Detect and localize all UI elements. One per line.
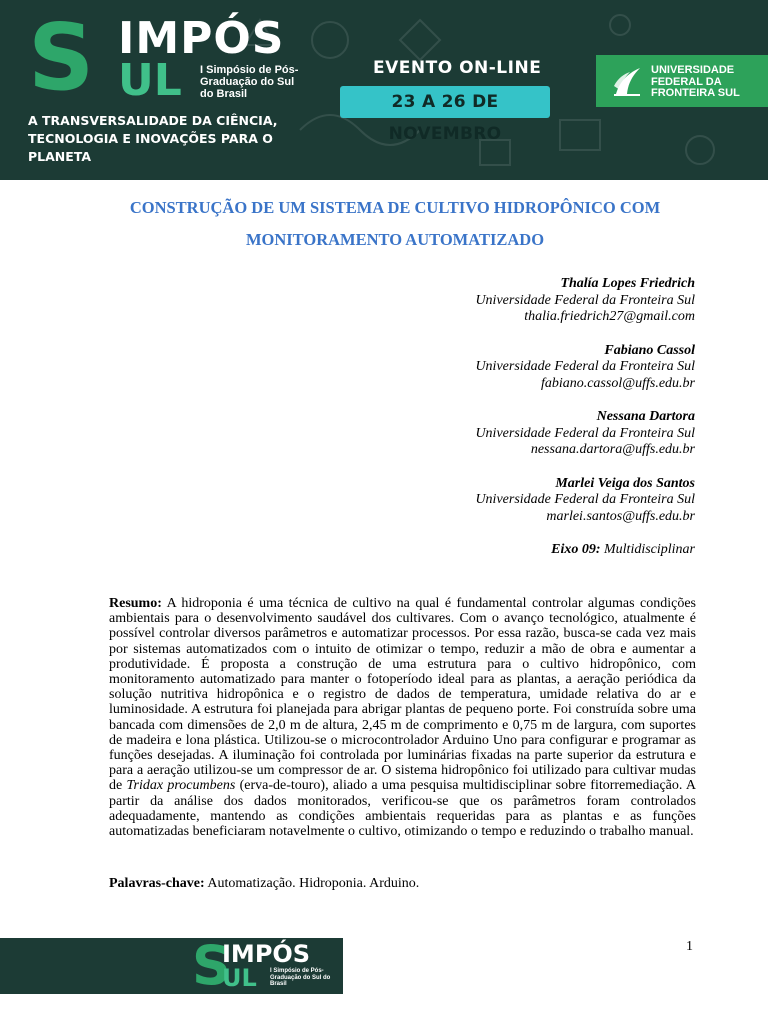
event-tagline: A TRANSVERSALIDADE DA CIÊNCIA, TECNOLOGIA E INOVAÇÕES PARA O PLANETA <box>28 113 278 164</box>
keywords-label: Palavras-chave: <box>109 876 205 891</box>
author-entry <box>475 409 695 459</box>
author-entry <box>475 343 695 393</box>
author-entry <box>475 476 695 526</box>
paper-title: CONSTRUÇÃO DE UM SISTEMA DE CULTIVO HIDROPÔNICO COM MONITORAMENTO AUTOMATIZADO <box>129 198 661 249</box>
author-name: Thalía Lopes Friedrich <box>560 276 695 291</box>
author-email: marlei.santos@uffs.edu.br <box>546 508 695 524</box>
university-logo <box>596 55 768 107</box>
footer-logo-s: S <box>192 938 231 994</box>
footer-logo-subtitle: I Simpósio de Pós-Graduação do Sul do Brasil <box>270 968 331 987</box>
author-affiliation: Universidade Federal da Fronteira Sul <box>475 492 695 507</box>
author-email: thalia.friedrich27@gmail.com <box>524 309 695 324</box>
page-number: 1 <box>686 939 693 954</box>
author-name: Marlei Veiga dos Santos <box>555 475 695 491</box>
university-name: UNIVERSIDADE FEDERAL DA FRONTEIRA SUL <box>651 64 740 99</box>
author-name: Nessana Dartora <box>596 409 695 424</box>
abstract-text-part2: (erva-de-touro), aliado a uma pesquisa multidisciplinar sobre fitorremediação. A partir da análise dos dados monitorados, verificou-se que os parâmetros foram controlados adequadamente, mantendo as condições ambientais requeridas para as plantas e as funções automatizadas beneficiaram notavelmente o cultivo, otimizando o tempo e reduzindo o trabalho manual. <box>109 778 697 840</box>
authors-block <box>475 276 695 559</box>
abstract-text-part1: A hidroponia é uma técnica de cultivo na qual é fundamental controlar algumas condições ambientais para o desenvolvimento saudável dos cultivares. Com o avanço tecnológico, atualmente é possível controlar diversos parâmetros e automatizar processos. Por essa razão, busca-se cada vez mais por sistemas automatizados com o intuito de otimizar o tempo, reduzir a mão de obra e aumentar a produtividade. É proposta a construção de uma estrutura para o cultivo hidropônico, com monitoramento automatizado para manter o fotoperíodo ideal para as plantas, a aeração periódica da solução nutritiva hidropônica e o registro de dados de temperatura, umidade relativa do ar e luminosidade. A estrutura foi planejada para abrigar plantas de pequeno porte. Foi construída sobre uma bancada com dimensões de 2,0 m de altura, 2,45 m de comprimento e 0,75 m de largura, com suportes de madeira e lona plástica. Utilizou-se o microcontrolador Arduino Uno para configurar e programar as funções desejadas. A iluminação foi controlada por luminárias fixadas na parte superior da estrutura e para a aeração utilizou-se um compressor de ar. O sistema hidropônico foi utilizado para cultivar mudas de <box>109 596 696 794</box>
author-affiliation: Universidade Federal da Fronteira Sul <box>475 292 695 308</box>
author-email: fabiano.cassol@uffs.edu.br <box>540 375 695 391</box>
author-email: nessana.dartora@uffs.edu.br <box>530 442 695 457</box>
event-dates: 23 A 26 DE NOVEMBRO <box>340 86 550 118</box>
abstract-label: Resumo: <box>109 596 162 611</box>
university-emblem-icon <box>610 64 644 98</box>
footer-logo <box>0 938 343 994</box>
author-affiliation: Universidade Federal da Fronteira Sul <box>475 425 695 441</box>
author-affiliation: Universidade Federal da Fronteira Sul <box>475 359 695 374</box>
author-entry <box>475 276 695 326</box>
logo-s-letter: S <box>28 4 93 111</box>
abstract <box>109 596 696 839</box>
keywords-value: Automatização. Hidroponia. Arduino. <box>207 876 420 891</box>
author-name: Fabiano Cassol <box>604 342 695 358</box>
logo-impos-text: IMPÓS <box>118 13 285 64</box>
footer-logo-ul: UL <box>222 964 257 992</box>
eixo-line <box>475 542 695 559</box>
eixo-label: Eixo 09: <box>551 542 601 557</box>
footer-logo-impos: IMPÓS <box>222 940 311 968</box>
event-mode: EVENTO ON-LINE <box>373 58 542 78</box>
header-banner <box>0 0 768 180</box>
logo-ul-text: UL <box>118 55 182 106</box>
keywords <box>109 876 696 892</box>
logo-subtitle: I Simpósio de Pós-Graduação do Sul do Brasil <box>200 64 299 100</box>
abstract-species: Tridax procumbens <box>126 778 236 794</box>
eixo-value: Multidisciplinar <box>604 542 695 557</box>
